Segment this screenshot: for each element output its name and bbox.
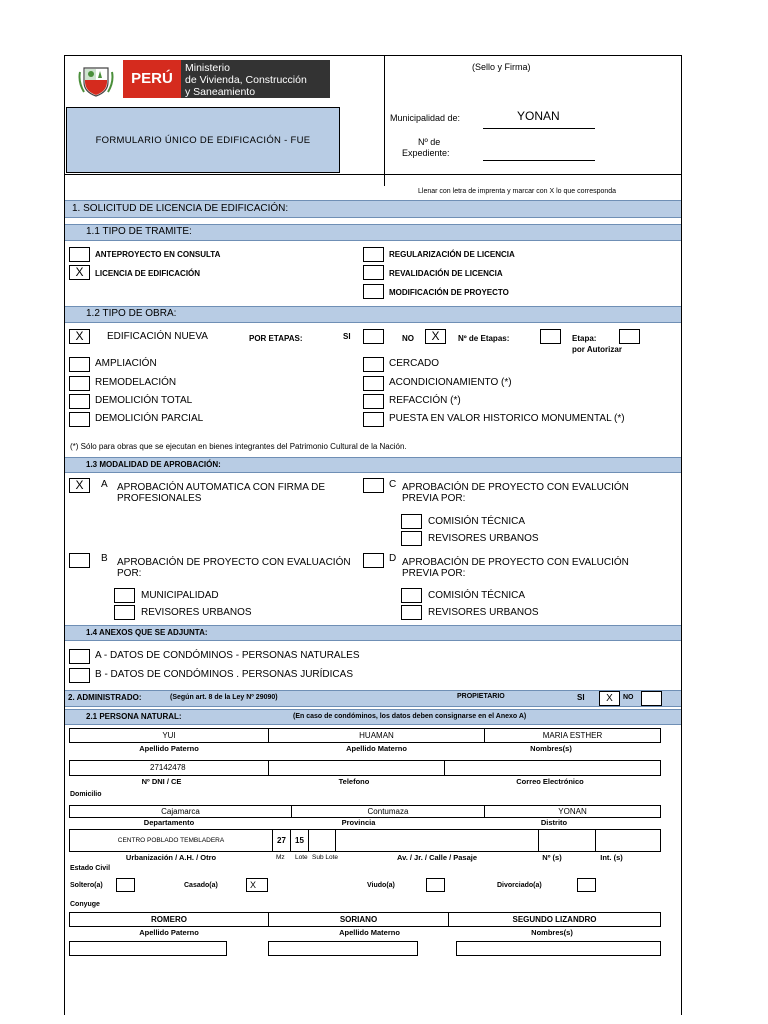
modalidad-d-letter: D [389,553,397,564]
checkbox-refaccion[interactable] [363,394,384,409]
checkbox-acondicionamiento[interactable] [363,376,384,391]
checkbox-c-revisores[interactable] [401,531,422,546]
checkbox-propietario-no[interactable] [641,691,662,706]
field-telefono[interactable] [268,760,445,776]
modalidad-c-text-1: APROBACIÓN DE PROYECTO CON EVALUCIÓN [402,482,629,493]
caption-telefono: Telefono [338,777,370,786]
expediente-line [483,160,595,161]
caption-urbanizacion: Urbanización / A.H. / Otro [125,853,217,862]
label-d-revisores: REVISORES URBANOS [428,607,539,618]
municipality-line [483,128,595,129]
checkbox-edificacion-nueva[interactable]: X [69,329,90,344]
label-n-etapas: Nº de Etapas: [458,334,510,343]
caption-apellido-materno: Apellido Materno [346,744,407,753]
label-anexo-b: B - DATOS DE CONDÓMINOS . PERSONAS JURÍDICAS [95,669,353,680]
modalidad-b-text-1: APROBACIÓN DE PROYECTO CON EVALUACIÓN [117,557,351,568]
label-conyuge: Conyuge [70,901,100,908]
checkbox-d-comision[interactable] [401,588,422,603]
label-propietario-si: SI [577,693,585,702]
checkbox-demolicion-total[interactable] [69,394,90,409]
section2-band [65,690,681,707]
caption-distrito: Distrito [540,818,568,827]
label-c-revisores: REVISORES URBANOS [428,533,539,544]
label-edificacion-nueva: EDIFICACIÓN NUEVA [107,331,208,342]
checkbox-divorciado[interactable] [577,878,596,892]
caption-conyuge-apellido-paterno: Apellido Paterno [139,928,199,937]
checkbox-modalidad-b[interactable] [69,553,90,568]
checkbox-anexo-b[interactable] [69,668,90,683]
modalidad-b-letter: B [101,553,108,564]
checkbox-etapas-no[interactable]: X [425,329,446,344]
label-anexo-a: A - DATOS DE CONDÓMINOS - PERSONAS NATURALES [95,650,360,661]
caption-mz: Mz [276,854,285,861]
section2-law: (Según art. 8 de la Ley Nº 29090) [170,694,278,701]
ministry-line-2: de Vivienda, Construcción [185,74,307,86]
coat-of-arms-icon [78,62,114,98]
checkbox-anteproyecto[interactable] [69,247,90,262]
label-propietario: PROPIETARIO [457,693,505,700]
modalidad-a-letter: A [101,479,108,490]
field-dni[interactable]: 27142478 [69,760,269,776]
checkbox-etapas-si[interactable] [363,329,384,344]
input-etapa[interactable] [619,329,640,344]
field-conyuge-nombres[interactable]: SEGUNDO LIZANDRO [448,912,661,927]
label-propietario-no: NO [623,694,634,701]
label-estado-civil: Estado Civil [70,865,111,872]
field-interior[interactable] [595,829,661,852]
caption-correo: Correo Electrónico [516,777,584,786]
field-urbanizacion[interactable]: CENTRO POBLADO TEMBLADERA [69,829,273,852]
checkbox-d-revisores[interactable] [401,605,422,620]
caption-provincia: Provincia [341,818,376,827]
tramite-title: 1.1 TIPO DE TRAMITE: [86,226,192,237]
peru-logo [123,60,181,98]
label-anteproyecto: ANTEPROYECTO EN CONSULTA [95,250,221,259]
checkbox-revalidacion[interactable] [363,265,384,280]
field-nombres[interactable]: MARIA ESTHER [484,728,661,743]
label-ampliacion: AMPLIACIÓN [95,358,157,369]
caption-apellido-paterno: Apellido Paterno [139,744,199,753]
field-conyuge-telefono[interactable] [268,941,418,956]
country-name: PERÚ [131,70,173,87]
checkbox-modalidad-a[interactable]: X [69,478,90,493]
field-correo[interactable] [444,760,661,776]
caption-sublote: Sub Lote [312,854,339,861]
checkbox-modalidad-c[interactable] [363,478,384,493]
label-regularizacion: REGULARIZACIÓN DE LICENCIA [389,250,515,259]
form-title: FORMULARIO ÚNICO DE EDIFICACIÓN - FUE [95,135,311,146]
field-mz[interactable]: 27 [272,829,291,852]
expediente-label-2: Expediente: [402,148,450,158]
section2-title: 2. ADMINISTRADO: [68,693,142,702]
label-domicilio: Domicilio [70,791,102,798]
label-b-municipalidad: MUNICIPALIDAD [141,590,219,601]
field-conyuge-dni[interactable] [69,941,227,956]
field-apellido-paterno[interactable]: YUI [69,728,269,743]
label-puesta-en-valor: PUESTA EN VALOR HISTORICO MONUMENTAL (*) [389,413,625,424]
modalidad-d-text-2: PREVIA POR: [402,568,466,579]
label-remodelacion: REMODELACIÓN [95,377,177,388]
checkbox-b-municipalidad[interactable] [114,588,135,603]
checkbox-licencia[interactable]: X [69,265,90,280]
caption-nombres: Nombres(s) [530,744,572,753]
checkbox-regularizacion[interactable] [363,247,384,262]
persona-note: (En caso de condóminos, los datos deben consignarse en el Anexo A) [293,713,527,720]
label-b-revisores: REVISORES URBANOS [141,607,252,618]
instructions: Llenar con letra de imprenta y marcar con X lo que corresponda [418,188,617,195]
checkbox-b-revisores[interactable] [114,605,135,620]
form-title-box [66,107,340,173]
checkbox-c-comision[interactable] [401,514,422,529]
modalidad-b-text-2: POR: [117,568,142,579]
checkbox-remodelacion[interactable] [69,376,90,391]
checkbox-viudo[interactable] [426,878,445,892]
checkbox-ampliacion[interactable] [69,357,90,372]
label-si: SI [343,332,351,341]
label-revalidacion: REVALIDACIÓN DE LICENCIA [389,269,503,278]
ministry-line-3: y Saneamiento [185,86,256,98]
field-provincia[interactable]: Contumaza [291,805,485,818]
label-demolicion-parcial: DEMOLICIÓN PARCIAL [95,413,204,424]
checkbox-propietario-si[interactable]: X [599,691,620,706]
form-frame [64,55,682,1015]
checkbox-cercado[interactable] [363,357,384,372]
header-bottom-line [65,174,681,175]
label-demolicion-total: DEMOLICIÓN TOTAL [95,395,193,406]
checkbox-demolicion-parcial[interactable] [69,412,90,427]
field-apellido-materno[interactable]: HUAMAN [268,728,485,743]
caption-conyuge-apellido-materno: Apellido Materno [339,928,400,937]
label-acondicionamiento: ACONDICIONAMIENTO (*) [389,377,512,388]
persona-title: 2.1 PERSONA NATURAL: [86,712,182,721]
modalidad-c-text-2: PREVIA POR: [402,493,466,504]
field-avenida[interactable] [335,829,539,852]
expediente-label-1: Nº de [418,137,441,147]
checkbox-modificacion[interactable] [363,284,384,299]
seal-label: (Sello y Firma) [472,62,531,72]
caption-conyuge-nombres: Nombres(s) [531,928,573,937]
label-casado: Casado(a) [184,882,218,889]
caption-lote: Lote [295,854,308,861]
caption-departamento: Departamento [143,818,195,827]
checkbox-modalidad-d[interactable] [363,553,384,568]
label-por-autorizar: por Autorizar [572,345,622,354]
checkbox-anexo-a[interactable] [69,649,90,664]
checkbox-casado[interactable]: X [246,878,268,892]
caption-dni: Nº DNI / CE [141,777,182,786]
label-etapa: Etapa: [572,334,597,343]
field-sublote[interactable] [308,829,336,852]
field-conyuge-correo[interactable] [456,941,661,956]
ministry-line-1: Ministerio [185,62,230,74]
modalidad-a-text-1: APROBACIÓN AUTOMATICA CON FIRMA DE [117,482,325,493]
field-lote[interactable]: 15 [290,829,309,852]
caption-avenida: Av. / Jr. / Calle / Pasaje [396,853,478,862]
checkbox-soltero[interactable] [116,878,135,892]
field-conyuge-apellido-materno[interactable]: SORIANO [268,912,449,927]
field-numero[interactable] [538,829,596,852]
modalidad-title: 1.3 MODALIDAD DE APROBACIÓN: [86,460,221,469]
modalidad-a-text-2: PROFESIONALES [117,493,202,504]
label-c-comision: COMISIÓN TÉCNICA [428,516,526,527]
modalidad-d-text-1: APROBACIÓN DE PROYECTO CON EVALUCIÓN [402,557,629,568]
label-modificacion: MODIFICACIÓN DE PROYECTO [389,288,509,297]
label-viudo: Viudo(a) [367,882,395,889]
municipality-label: Municipalidad de: [390,113,461,123]
label-por-etapas: POR ETAPAS: [249,334,303,343]
label-divorciado: Divorciado(a) [497,882,542,889]
label-d-comision: COMISIÓN TÉCNICA [428,590,526,601]
anexos-title: 1.4 ANEXOS QUE SE ADJUNTA: [86,628,208,637]
ministry-logo [181,60,330,98]
obra-note: (*) Sólo para obras que se ejecutan en bienes integrantes del Patrimonio Cultural de la Nación. [70,442,407,451]
section1-title: 1. SOLICITUD DE LICENCIA DE EDIFICACIÓN: [72,203,289,214]
caption-interior: Int. (s) [600,853,623,862]
obra-title: 1.2 TIPO DE OBRA: [86,308,177,319]
label-soltero: Soltero(a) [70,882,103,889]
label-no: NO [402,334,414,343]
header-divider [384,55,385,186]
checkbox-puesta-en-valor[interactable] [363,412,384,427]
input-n-etapas[interactable] [540,329,561,344]
caption-numero: Nº (s) [542,853,562,862]
label-cercado: CERCADO [389,358,440,369]
field-distrito[interactable]: YONAN [484,805,661,818]
modalidad-c-letter: C [389,479,397,490]
field-departamento[interactable]: Cajamarca [69,805,292,818]
municipality-value[interactable]: YONAN [517,109,560,123]
label-refaccion: REFACCIÓN (*) [389,395,461,406]
field-conyuge-apellido-paterno[interactable]: ROMERO [69,912,269,927]
label-licencia: LICENCIA DE EDIFICACIÓN [95,269,201,278]
